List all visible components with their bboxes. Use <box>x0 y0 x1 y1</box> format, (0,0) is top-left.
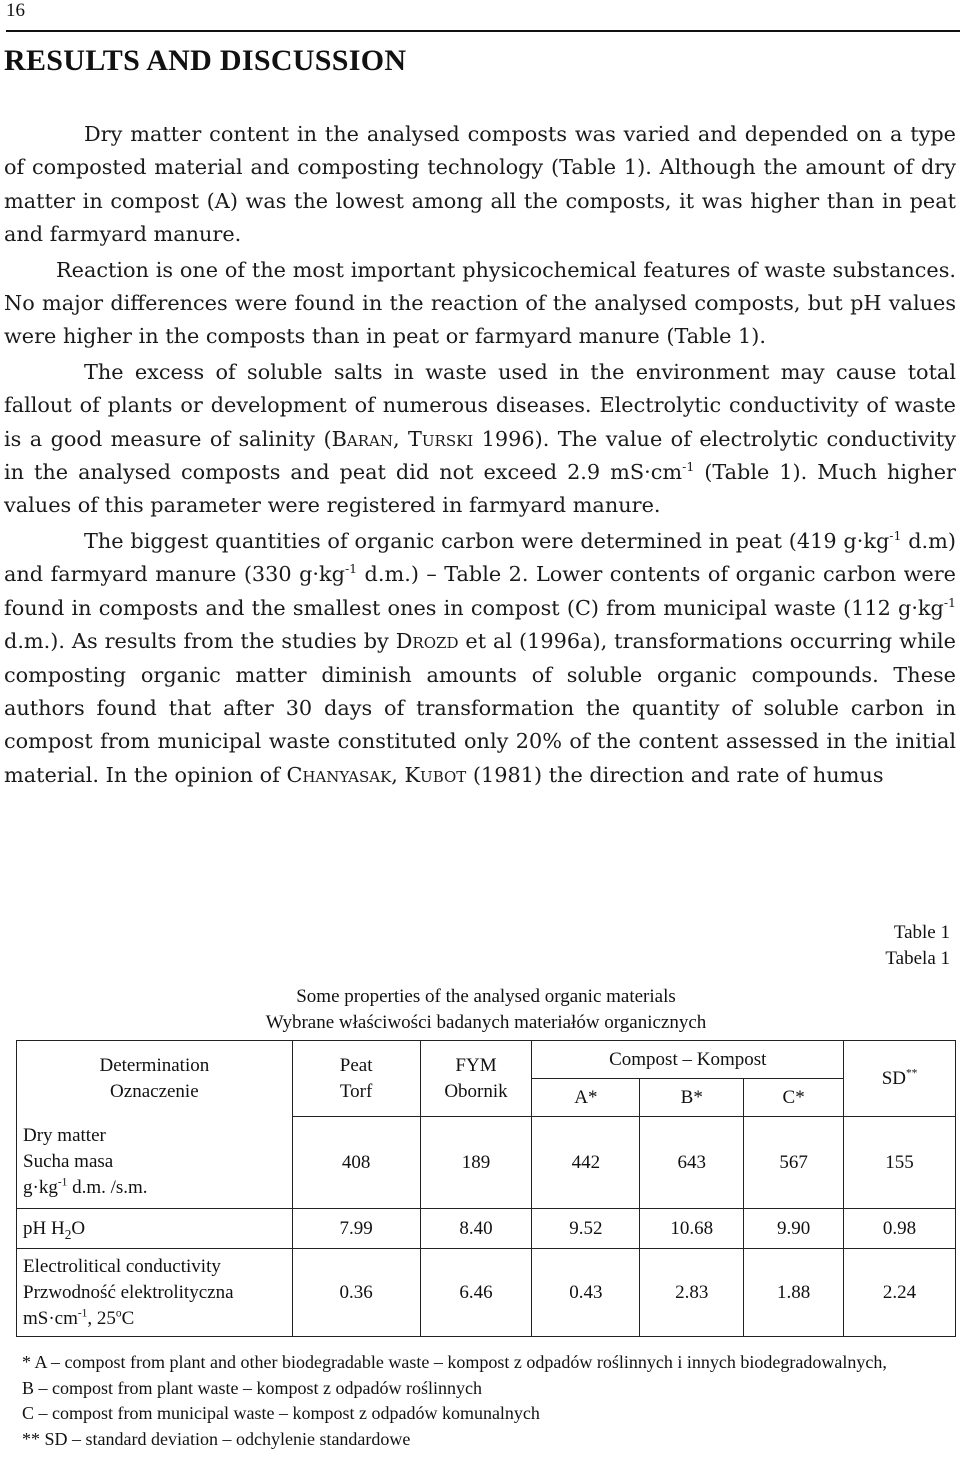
header-sd <box>844 1041 956 1117</box>
p4-sup-3: -1 <box>943 594 956 610</box>
p3-sep: , <box>392 426 409 451</box>
p4-sup-2: -1 <box>344 561 358 577</box>
header-determination-en: Determination <box>99 1055 210 1076</box>
row-label-ec-en: Electrolitical conductivity <box>23 1255 221 1277</box>
cell-ph-c: 9.90 <box>744 1209 844 1249</box>
footnote-c: C – compost from municipal waste – kompost z odpadów komunalnych <box>22 1403 540 1423</box>
cell-ph-peat: 7.99 <box>292 1209 420 1249</box>
p4-text-f: (1981) the direction and rate of humus <box>466 762 884 787</box>
row-label-dm-en: Dry matter <box>23 1125 106 1147</box>
header-determination-pl: Oznaczenie <box>110 1081 199 1102</box>
table-footnotes <box>22 1350 952 1452</box>
header-compost-c: C* <box>744 1079 844 1117</box>
cell-ph-b: 10.68 <box>640 1209 744 1249</box>
header-peat <box>292 1041 420 1117</box>
p3-text-c: (Table 1). Much higher values of this parameter were registered in farmyard manure. <box>4 460 957 518</box>
table-caption-pl: Wybrane właściwości badanych materiałów organicznych <box>265 1012 707 1033</box>
dm-unit-b: d.m. /s.m. <box>67 1177 148 1199</box>
row-label-ec-unit <box>23 1306 291 1332</box>
header-fym-en: FYM <box>455 1054 497 1076</box>
dm-unit-sup: -1 <box>57 1176 68 1189</box>
cell-ec-a: 0.43 <box>532 1249 640 1337</box>
ec-unit-b: , 25 <box>87 1307 116 1329</box>
header-peat-pl: Torf <box>339 1080 373 1102</box>
cell-ec-fym: 6.46 <box>420 1249 532 1337</box>
p4-text-d: d.m.). As results from the studies by <box>4 629 396 654</box>
header-compost-b: B* <box>640 1079 744 1117</box>
ph-label-a: pH H <box>23 1217 65 1239</box>
body-text <box>4 118 956 794</box>
paragraph-2: Reaction is one of the most important physicochemical features of waste substances. No major differences were found in the reaction of the analysed composts, but pH values were higher in the composts than in peat or farmyard manure (Table 1). <box>4 257 956 349</box>
cell-ec-sd: 2.24 <box>844 1249 956 1337</box>
p4-text-a: The biggest quantities of organic carbon were determined in peat (419 g·kg <box>84 528 890 553</box>
section-heading: RESULTS AND DISCUSSION <box>4 44 407 77</box>
cell-dm-sd: 155 <box>844 1117 956 1209</box>
table-label-en: Table 1 <box>893 922 950 943</box>
cell-ph-sd: 0.98 <box>844 1209 956 1249</box>
ec-unit-degree: o <box>115 1307 122 1320</box>
header-sd-sup: ** <box>905 1067 918 1080</box>
cell-ph-a: 9.52 <box>532 1209 640 1249</box>
ec-unit-a: mS·cm <box>23 1307 78 1329</box>
p4-sep: , <box>391 762 405 787</box>
table-row <box>17 1117 956 1209</box>
p4-text-e: et al (1996a), transformations occurring while composting organic matter diminish amounts of soluble organic compounds. These authors found that after 30 days of transformation the quantity of soluble carbon in compost from municipal waste constituted only 20% of the content assessed in the initial material. In the opinion of <box>4 629 956 787</box>
header-compost: Compost – Kompost <box>532 1041 844 1079</box>
table-caption-en: Some properties of the analysed organic materials <box>296 986 676 1007</box>
citation-kubot: Kubot <box>404 762 467 787</box>
p3-sup: -1 <box>682 459 695 475</box>
p3-text-b: 1996). The value of electrolytic conductivity in the analysed composts and peat did not exceed 2.9 mS·cm <box>4 426 956 485</box>
page-header-rule <box>6 0 960 32</box>
cell-ph-fym: 8.40 <box>420 1209 532 1249</box>
cell-ec-peat: 0.36 <box>292 1249 420 1337</box>
table-label <box>885 920 950 972</box>
footnote-a: * A – compost from plant and other biodegradable waste – kompost z odpadów roślinnych i innych biodegradowalnych, <box>22 1352 887 1372</box>
footnote-b: B – compost from plant waste – kompost z odpadów roślinnych <box>22 1377 482 1398</box>
citation-chanyasak: Chanyasak <box>286 762 392 787</box>
row-label-dm-pl: Sucha masa <box>23 1151 114 1173</box>
paragraph-1: Dry matter content in the analysed composts was varied and depended on a type of composted material and composting technology (Table 1). Although the amount of dry matter in compost (A) was the lowest among all the composts, it was higher than in peat and farmyard manure. <box>4 122 956 247</box>
cell-dm-peat: 408 <box>292 1117 420 1209</box>
cell-ec-c: 1.88 <box>744 1249 844 1337</box>
p4-text-c: d.m.) – Table 2. Lower contents of organic carbon were found in composts and the smallest ones in compost (C) from municipal waste (112 g·kg <box>4 562 956 620</box>
p4-sup-1: -1 <box>889 527 902 543</box>
header-fym <box>420 1041 532 1117</box>
citation-drozd: Drozd <box>395 629 459 654</box>
cell-ec-b: 2.83 <box>640 1249 744 1337</box>
row-label-ph <box>17 1209 293 1249</box>
cell-dm-c: 567 <box>744 1117 844 1209</box>
table-row <box>17 1209 956 1249</box>
footnote-sd: ** SD – standard deviation – odchylenie standardowe <box>22 1428 411 1449</box>
row-label-ec-pl: Przwodność elektrolityczna <box>23 1281 234 1303</box>
page-number: 16 <box>6 0 25 21</box>
cell-dm-a: 442 <box>532 1117 640 1209</box>
citation-baran: Baran <box>331 426 393 451</box>
header-fym-pl: Obornik <box>444 1080 508 1102</box>
header-compost-a: A* <box>532 1079 640 1117</box>
properties-table <box>16 1040 956 1337</box>
ec-unit-c: C <box>121 1307 135 1329</box>
table-caption <box>0 984 960 1036</box>
header-peat-en: Peat <box>339 1054 373 1076</box>
paragraph-4 <box>4 525 956 792</box>
ec-unit-sup: -1 <box>77 1307 88 1320</box>
table-row <box>17 1249 956 1337</box>
ph-label-b: O <box>71 1217 86 1239</box>
paragraph-3 <box>4 356 956 523</box>
p4-text-b: d.m) and farmyard manure (330 g·kg <box>4 528 956 587</box>
cell-dm-fym: 189 <box>420 1117 532 1209</box>
cell-dm-b: 643 <box>640 1117 744 1209</box>
p3-text-a: The excess of soluble salts in waste used in the environment may cause total fallout of plants or development of numerous diseases. Electrolytic conductivity of waste is a good measure of salinity ( <box>4 359 956 451</box>
header-sd-label: SD <box>881 1067 906 1089</box>
citation-turski: Turski <box>408 426 474 451</box>
row-label-dry-matter <box>17 1117 293 1209</box>
row-label-conductivity <box>17 1249 293 1337</box>
table-label-pl: Tabela 1 <box>885 948 950 969</box>
header-determination <box>17 1041 293 1117</box>
dm-unit-a: g·kg <box>23 1177 58 1199</box>
row-label-dm-unit <box>23 1175 291 1201</box>
ph-label-sub: 2 <box>64 1226 72 1242</box>
